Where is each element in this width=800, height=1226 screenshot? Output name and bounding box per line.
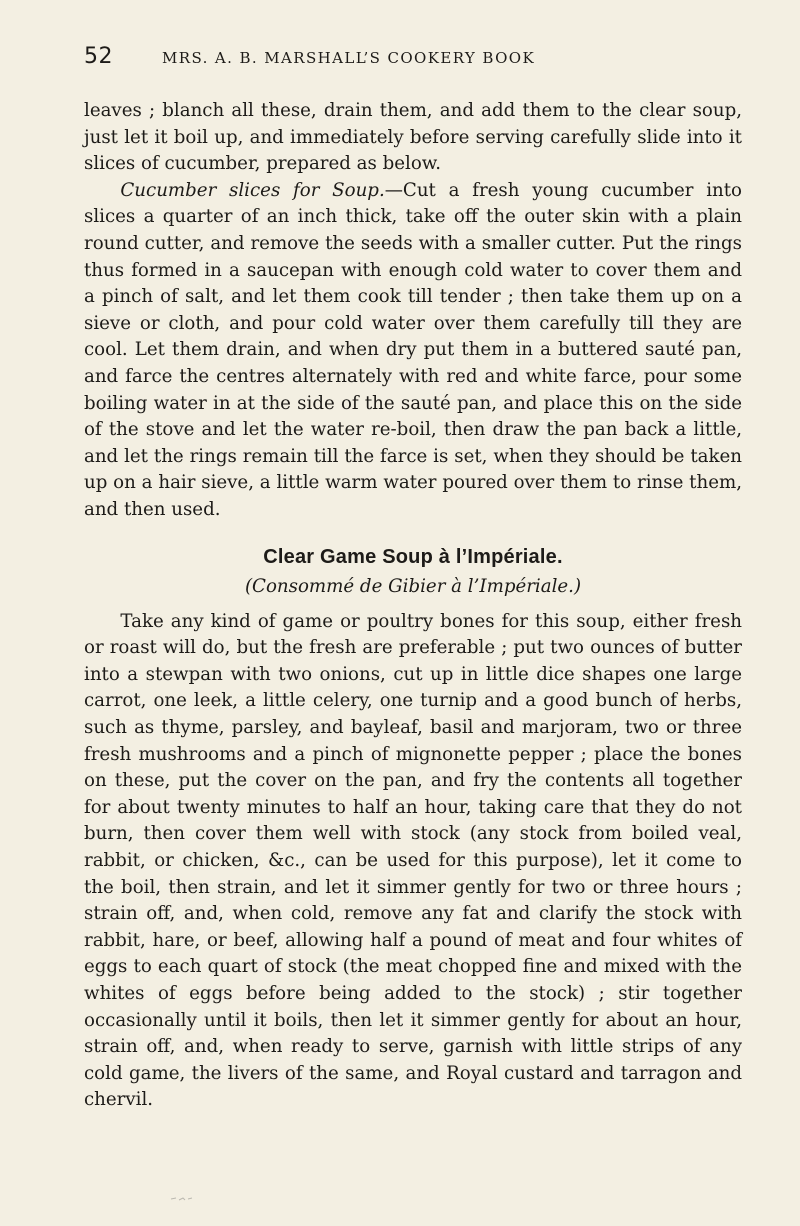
page-text [84,98,742,1114]
recipe-body: Take any kind of game or poultry bones for this soup, either fresh or roast will do, but the fresh are preferable ; put two ounces of butter into a stewpan with two onions, cut up in little dice shapes one large carrot, one leek, a little celery, one turnip and a good bunch of herbs, such as thyme, parsley, and bayleaf, basil and marjoram, two or three fresh mushrooms and a pinch of mignonette pepper ; place the bones on these, put the cover on the pan, and fry the contents all together for about twenty minutes to half an hour, taking care that they do not burn, then cover them well with stock (any stock from boiled veal, rabbit, or chicken, &c., can be used for this purpose), let it come to the boil, then strain, and let it simmer gently for two or three hours ; strain off, and, when cold, remove any fat and clarify the stock with rabbit, hare, or beef, allowing half a pound of meat and four whites of eggs to each quart of stock (the meat chopped fine and mixed with the whites of eggs before being added to the stock) ; stir together occasionally until it boils, then let it simmer gently for about an hour, strain off, and, when ready to serve, garnish with little strips of any cold game, the livers of the same, and Royal custard and tarragon and chervil. [84,610,742,1111]
printer-mark-icon [170,1196,202,1202]
book-title: MRS. A. B. MARSHALL’S COOKERY BOOK [162,49,536,67]
intro-paragraph: leaves ; blanch all these, drain them, and add them to the clear soup, just let it boil up, and immediately before serving carefully slide into it slices of cucumber, prepared as below. [84,100,742,175]
recipe-title: Clear Game Soup à l’Impériale. [263,545,563,568]
cucumber-paragraph [84,178,742,524]
recipe-subtitle: (Consommé de Gibier à l’Impériale.) [244,576,582,598]
cucumber-title: Cucumber slices for Soup. [120,179,385,201]
running-head [84,44,742,80]
page-number: 52 [84,44,113,69]
cucumber-body: —Cut a fresh young cucumber into slices a quarter of an inch thick, take off the outer skin with a plain round cutter, and remove the seeds with a smaller cutter. Put the rings thus formed in a saucepan with enough cold water to cover them and a pinch of salt, and let them cook till tender ; then take them up on a sieve or cloth, and pour cold water over them carefully till they are cool. Let them drain, and when dry put them in a buttered sauté pan, and farce the centres alternately with red and white farce, pour some boiling water in at the side of the sauté pan, and place this on the side of the stove and let the water re-boil, then draw the pan back a little, and let the rings remain till the farce is set, when they should be taken up on a hair sieve, a little warm water poured over them to rinse them, and then used. [84,179,742,520]
